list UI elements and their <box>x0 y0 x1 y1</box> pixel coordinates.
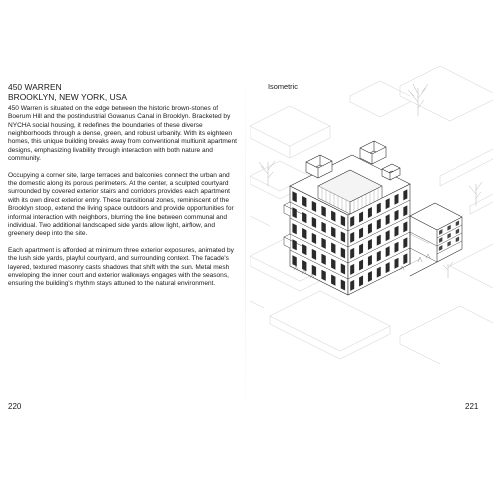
building <box>284 141 462 295</box>
page-number-left: 220 <box>8 402 22 411</box>
project-location: BROOKLYN, NEW YORK, USA <box>8 92 128 102</box>
window <box>447 225 450 231</box>
project-name: 450 WARREN <box>8 82 62 92</box>
page-gutter <box>245 60 246 430</box>
window <box>439 237 442 243</box>
paragraph-3: Each apartment is afforded at minimum three exterior exposures, animated by the lush side yards, playful courtyard, and surrounding context. The facade's layered, textured masonry casts shadows that shift with the sun. Metal mesh enveloping the inner court and exterior walkways engages with the seasons, ensuring the building's rhythm stays attuned to the natural environment. <box>8 246 234 288</box>
project-title <box>8 82 240 102</box>
window <box>439 245 442 251</box>
figure-label: Isometric <box>268 82 298 91</box>
window <box>447 233 450 239</box>
paragraph-2: Occupying a corner site, large terraces and balconies connect the urban and the domestic along its porous perimeters. At the center, a sculpted courtyard surrounded by covered exterior stairs and corridors provides each apartment with its own direct exterior entry. These transitional zones, reminiscent of the Brooklyn stoop, extend the living space outdoors and provide opportunities for informal interaction with neighbors, blurring the line between communal and individual. Two additional landscaped side yards allow light, airflow, and greenery deep into the site. <box>8 171 234 238</box>
project-description <box>8 105 240 297</box>
isometric-drawing <box>250 66 493 366</box>
window <box>439 229 442 235</box>
page-number-right: 221 <box>465 402 479 411</box>
paragraph-1: 450 Warren is situated on the edge between the historic brown-stones of Boerum Hill and the postindustrial Gowanus Canal in Brooklyn. Bracketed by NYCHA social housing, it redefines the boundaries of these diverse neighborhoods through a dense, green, and robust urbanity. With its eighteen homes, this unique building breaks away from conventional multiunit apartment designs, emphasizing livability through interaction with both nature and community. <box>8 105 237 163</box>
